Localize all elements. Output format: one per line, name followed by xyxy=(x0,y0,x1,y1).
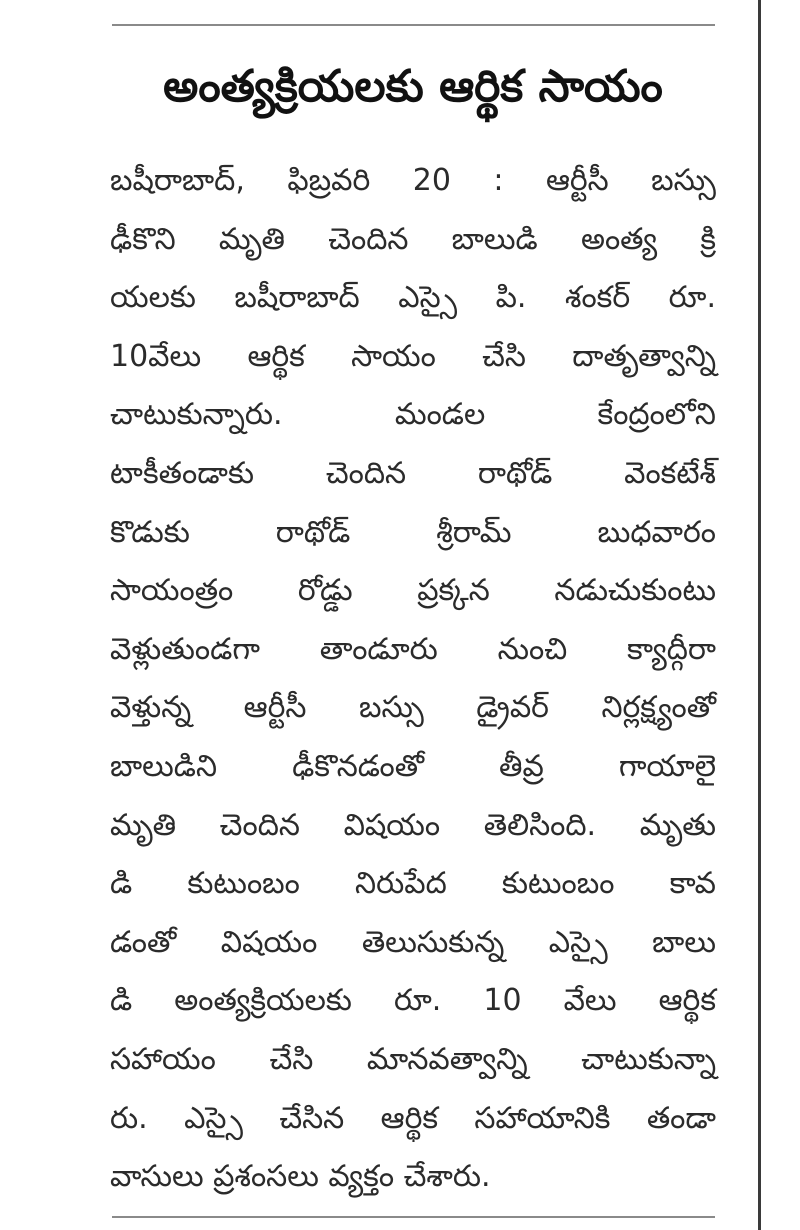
article-line: సాయంత్రం రోడ్డు ప్రక్కన నడుచుకుంటు xyxy=(110,573,716,609)
article-line: ఢీకొని మృతి చెందిన బాలుడి అంత్య క్రి xyxy=(110,221,716,257)
article-body xyxy=(110,152,716,1207)
article-line: 10వేలు ఆర్థిక సాయం చేసి దాతృత్వాన్ని xyxy=(110,338,716,374)
article-line: మృతి చెందిన విషయం తెలిసింది. మృతు xyxy=(110,807,716,843)
article-line: టాకీతండాకు చెందిన రాథోడ్ వెంకటేశ్ xyxy=(110,455,716,491)
previous-article-fragment xyxy=(520,0,590,10)
article-line: డంతో విషయం తెలుసుకున్న ఎస్సై బాలు xyxy=(110,924,716,960)
article-line: డి కుటుంబం నిరుపేద కుటుంబం కావ xyxy=(110,866,716,902)
article-line: వెళ్లుతుండగా తాండూరు నుంచి క్యాద్గీరా xyxy=(110,631,716,667)
article-line: యలకు బషీరాబాద్ ఎస్సై పి. శంకర్ రూ. xyxy=(110,280,716,316)
article-line: వాసులు ప్రశంసలు వ్యక్తం చేశారు. xyxy=(110,1159,491,1195)
top-divider xyxy=(112,24,715,26)
article-line: బషీరాబాద్, ఫిబ్రవరి 20 : ఆర్టీసీ బస్సు xyxy=(110,163,716,198)
column-edge xyxy=(758,0,761,1230)
article-line: కొడుకు రాథోడ్ శ్రీరామ్ బుధవారం xyxy=(110,514,716,550)
article-line: వెళ్తున్న ఆర్టీసీ బస్సు డ్రైవర్ నిర్లక్ష్యంతో xyxy=(110,690,716,726)
article-line: డి అంత్యక్రియలకు రూ. 10 వేలు ఆర్థిక xyxy=(110,983,716,1019)
article-line: చాటుకున్నారు. మండల కేంద్రంలోని xyxy=(110,397,716,433)
article-line: రు. ఎస్సై చేసిన ఆర్థిక సహాయానికి తండా xyxy=(110,1100,716,1136)
article-headline: అంత్యక్రియలకు ఆర్థిక సాయం xyxy=(163,61,663,112)
article-line: సహాయం చేసి మానవత్వాన్ని చాటుకున్నా xyxy=(110,1041,716,1077)
bottom-divider xyxy=(112,1216,715,1218)
article-line: బాలుడిని ఢీకొనడంతో తీవ్ర గాయాలై xyxy=(110,748,716,784)
